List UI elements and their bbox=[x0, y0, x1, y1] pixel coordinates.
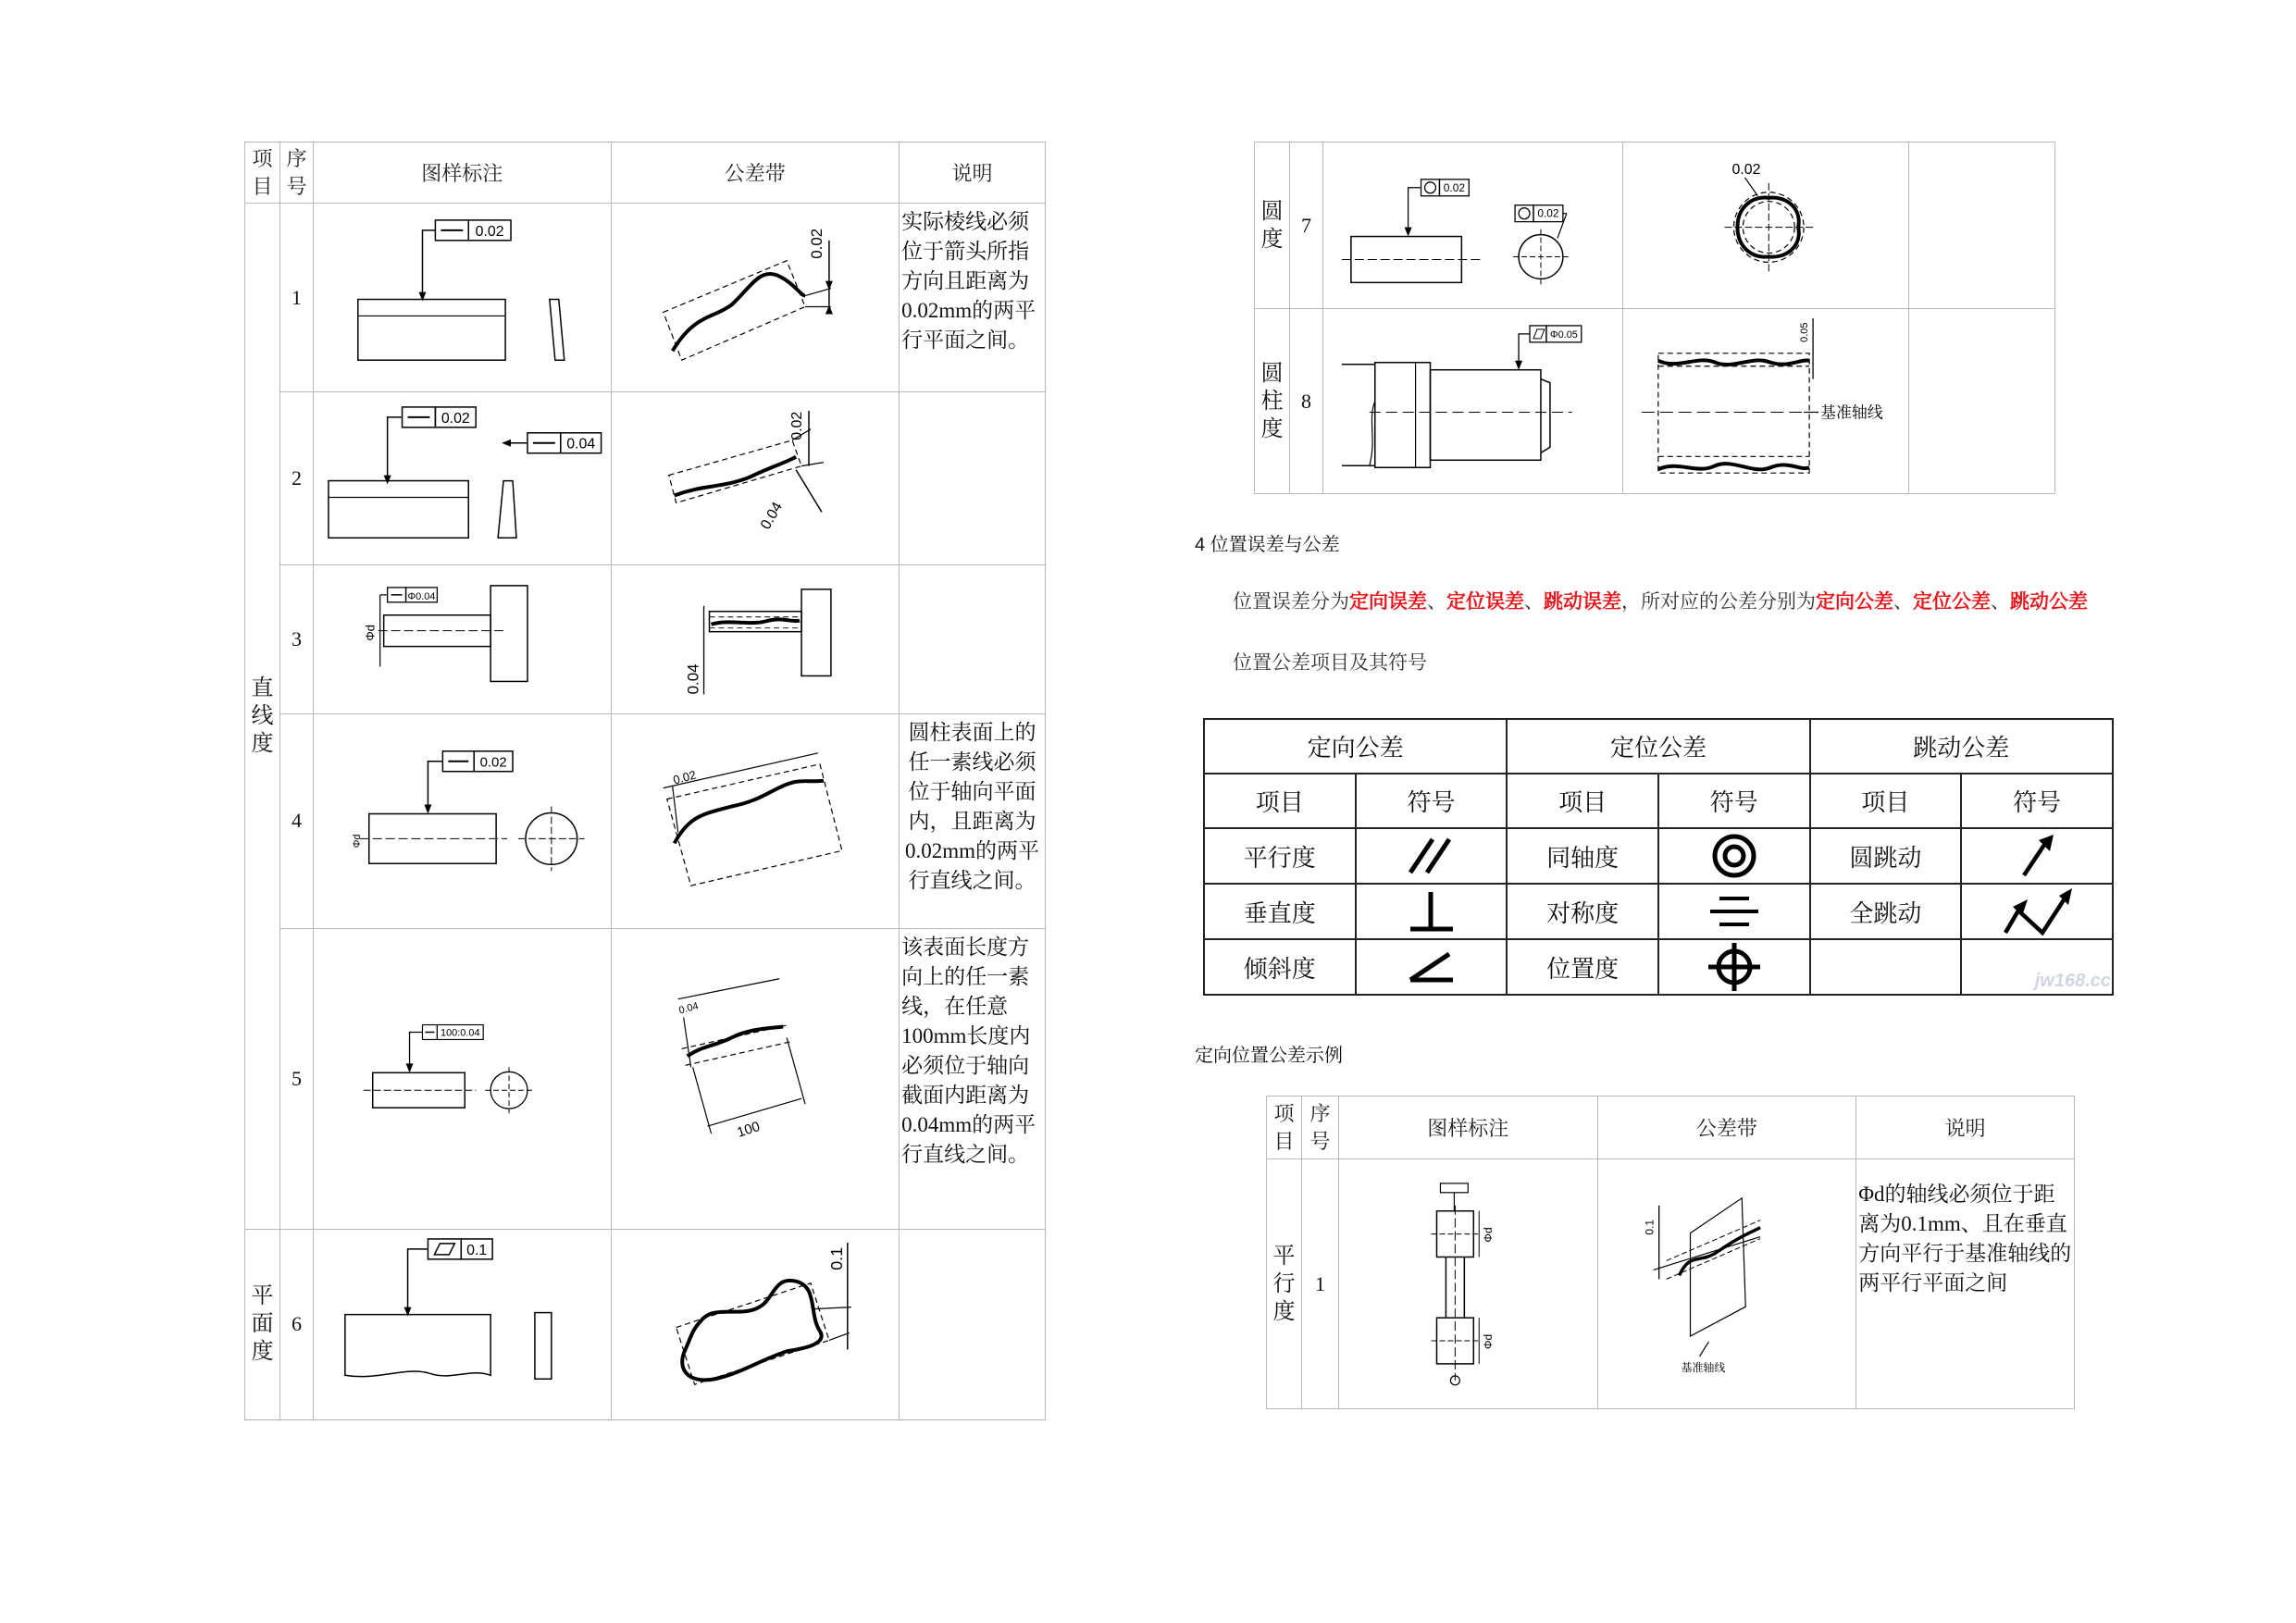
item-total-runout: 全跳动 bbox=[1810, 884, 1962, 939]
svg-text:0.02: 0.02 bbox=[1537, 206, 1559, 220]
symbols-caption: 位置公差项目及其符号 bbox=[1233, 651, 1427, 674]
zone-figure-1 bbox=[611, 204, 900, 392]
separator: 、 bbox=[1524, 590, 1544, 613]
table-row bbox=[245, 565, 1046, 713]
circular-runout-icon bbox=[1961, 828, 2113, 884]
col-symbol: 符号 bbox=[1961, 774, 2113, 828]
svg-text:0.1: 0.1 bbox=[1643, 1220, 1657, 1235]
drawing-figure-5 bbox=[313, 928, 611, 1229]
row-description: 实际棱线必须位于箭头所指方向且距离为0.02mm的两平行平面之间。 bbox=[900, 204, 1046, 392]
orientation-error: 定向误差 bbox=[1349, 591, 1427, 613]
group-label-straightness: 直线度 bbox=[245, 204, 280, 1230]
straightness-flatness-table bbox=[244, 142, 1046, 1420]
group-orientation: 定向公差 bbox=[1204, 719, 1507, 774]
row-description: 该表面长度方向上的任一素线，在任意100mm长度内必须位于轴向截面内距离为0.04mm的两平行直线之间。 bbox=[900, 928, 1046, 1229]
drawing-figure-3 bbox=[313, 565, 611, 713]
svg-text:0.1: 0.1 bbox=[466, 1242, 488, 1258]
table-row bbox=[245, 928, 1046, 1229]
svg-text:100:0.04: 100:0.04 bbox=[440, 1027, 480, 1039]
row-description: 圆柱表面上的任一素线必须位于轴向平面内，且距离为 0.02mm的两平行直线之间。 bbox=[900, 713, 1046, 928]
row-description-empty bbox=[1909, 142, 2055, 309]
row-number: 4 bbox=[279, 713, 313, 928]
item-empty bbox=[1810, 939, 1962, 995]
svg-text:Φ0.04: Φ0.04 bbox=[407, 591, 436, 603]
table-row bbox=[245, 713, 1046, 928]
item-roundness: 圆度 bbox=[1255, 142, 1290, 309]
header-desc: 说明 bbox=[900, 142, 1046, 204]
watermark: jw168.cc bbox=[2034, 971, 2111, 991]
drawing-figure-2 bbox=[313, 392, 611, 565]
item-perpendicularity: 垂直度 bbox=[1204, 884, 1356, 939]
item-parallelism: 平行度 bbox=[1267, 1159, 1302, 1409]
svg-text:0.02: 0.02 bbox=[441, 410, 470, 427]
zone-figure-8 bbox=[1622, 309, 1909, 494]
table-row bbox=[245, 204, 1046, 392]
svg-text:Φd: Φd bbox=[351, 834, 363, 848]
separator: 、 bbox=[1427, 590, 1446, 613]
separator: 、 bbox=[1991, 590, 2010, 613]
header-desc: 说明 bbox=[1856, 1096, 2075, 1159]
example-heading: 定向位置公差示例 bbox=[1195, 1046, 1343, 1066]
row-number: 2 bbox=[279, 392, 313, 565]
header-seq: 序号 bbox=[279, 142, 313, 204]
row-number: 6 bbox=[279, 1229, 313, 1419]
group-location: 定位公差 bbox=[1507, 719, 1809, 774]
svg-text:0.02: 0.02 bbox=[788, 411, 805, 440]
zone-figure-example bbox=[1597, 1159, 1856, 1409]
item-position: 位置度 bbox=[1507, 939, 1658, 995]
example-table bbox=[1266, 1096, 2075, 1409]
separator: 、 bbox=[1893, 590, 1913, 613]
svg-text:Φd: Φd bbox=[363, 625, 378, 641]
svg-text:0.02: 0.02 bbox=[479, 754, 507, 771]
zone-figure-7 bbox=[1622, 142, 1909, 309]
header-drawing: 图样标注 bbox=[313, 142, 611, 204]
svg-text:基准轴线: 基准轴线 bbox=[1819, 403, 1883, 422]
svg-text:0.02: 0.02 bbox=[1443, 180, 1465, 194]
coaxiality-icon bbox=[1658, 828, 1810, 884]
group-label-flatness: 平面度 bbox=[245, 1229, 280, 1419]
header-zone: 公差带 bbox=[611, 142, 900, 204]
table-row bbox=[245, 1229, 1046, 1419]
drawing-figure-7 bbox=[1322, 142, 1622, 309]
col-symbol: 符号 bbox=[1356, 774, 1508, 828]
group-runout: 跳动公差 bbox=[1810, 719, 2113, 774]
perpendicularity-icon bbox=[1356, 884, 1508, 939]
para-mid: ，所对应的公差分别为 bbox=[1621, 590, 1816, 613]
row-description bbox=[900, 392, 1046, 565]
runout-error: 跳动误差 bbox=[1544, 591, 1621, 613]
row-number: 3 bbox=[279, 565, 313, 713]
location-error: 定位误差 bbox=[1446, 591, 1524, 613]
row-description: Φd的轴线必须位于距离为0.1mm、且在垂直方向平行于基准轴线的两平行平面之间 bbox=[1856, 1159, 2075, 1409]
zone-figure-2 bbox=[611, 392, 900, 565]
total-runout-icon bbox=[1961, 884, 2113, 939]
table-row bbox=[245, 392, 1046, 565]
drawing-figure-6 bbox=[313, 1229, 611, 1419]
position-tolerance-symbol-table bbox=[1203, 718, 2114, 996]
roundness-cylindricity-table bbox=[1254, 142, 2055, 494]
col-symbol: 符号 bbox=[1658, 774, 1810, 828]
svg-text:0.04: 0.04 bbox=[566, 436, 596, 452]
table-row bbox=[1267, 1159, 2075, 1409]
row-number: 8 bbox=[1289, 309, 1322, 494]
zone-figure-3 bbox=[611, 565, 900, 713]
header-zone: 公差带 bbox=[1597, 1096, 1856, 1159]
col-item: 项目 bbox=[1204, 774, 1356, 828]
row-number: 5 bbox=[279, 928, 313, 1229]
orientation-tolerance: 定向公差 bbox=[1816, 591, 1893, 613]
item-symmetry: 对称度 bbox=[1507, 884, 1658, 939]
row-number: 1 bbox=[279, 204, 313, 392]
para-prefix: 位置误差分为 bbox=[1233, 590, 1349, 613]
svg-text:0.1: 0.1 bbox=[826, 1246, 846, 1270]
header-drawing: 图样标注 bbox=[1338, 1096, 1597, 1159]
drawing-figure-1 bbox=[313, 204, 611, 392]
drawing-figure-4 bbox=[313, 713, 611, 928]
zone-figure-5 bbox=[611, 928, 900, 1229]
table-row bbox=[1204, 828, 2113, 884]
table-row bbox=[1204, 884, 2113, 939]
row-number: 7 bbox=[1289, 142, 1322, 309]
item-coaxiality: 同轴度 bbox=[1507, 828, 1658, 884]
section-paragraph bbox=[1233, 587, 2088, 614]
angularity-icon bbox=[1356, 939, 1508, 995]
zone-value: 0.02 bbox=[807, 228, 825, 259]
watermark-cell bbox=[1961, 939, 2113, 995]
row-description bbox=[900, 1229, 1046, 1419]
zone-figure-4 bbox=[611, 713, 900, 928]
header-item: 项目 bbox=[245, 142, 280, 204]
row-number: 1 bbox=[1301, 1159, 1338, 1409]
svg-text:0.02: 0.02 bbox=[1731, 161, 1760, 178]
runout-tolerance: 跳动公差 bbox=[2010, 591, 2088, 613]
drawing-figure-example bbox=[1338, 1159, 1597, 1409]
row-description bbox=[900, 565, 1046, 713]
svg-text:Φ0.05: Φ0.05 bbox=[1549, 329, 1578, 341]
frame-value: 0.02 bbox=[475, 223, 504, 240]
position-icon bbox=[1658, 939, 1810, 995]
svg-text:0.04: 0.04 bbox=[676, 1000, 700, 1017]
symmetry-icon bbox=[1658, 884, 1810, 939]
item-angularity: 倾斜度 bbox=[1204, 939, 1356, 995]
col-item: 项目 bbox=[1507, 774, 1658, 828]
header-item: 项目 bbox=[1267, 1096, 1302, 1159]
svg-text:0.05: 0.05 bbox=[1798, 322, 1810, 343]
col-item: 项目 bbox=[1810, 774, 1962, 828]
svg-text:基准轴线: 基准轴线 bbox=[1681, 1361, 1725, 1375]
item-cylindricity: 圆柱度 bbox=[1255, 309, 1290, 494]
drawing-figure-8 bbox=[1322, 309, 1622, 494]
section-heading: 4 位置误差与公差 bbox=[1195, 535, 1340, 555]
zone-figure-6 bbox=[611, 1229, 900, 1419]
svg-text:Φd: Φd bbox=[1482, 1227, 1496, 1243]
item-parallelism: 平行度 bbox=[1204, 828, 1356, 884]
row-description-empty bbox=[1909, 309, 2055, 494]
table-row bbox=[1255, 142, 2055, 309]
table-row bbox=[1255, 309, 2055, 494]
location-tolerance: 定位公差 bbox=[1913, 591, 1991, 613]
table-row bbox=[1204, 939, 2113, 995]
header-seq: 序号 bbox=[1301, 1096, 1338, 1159]
svg-text:0.04: 0.04 bbox=[757, 500, 786, 533]
svg-text:100: 100 bbox=[734, 1118, 762, 1141]
svg-text:0.04: 0.04 bbox=[684, 663, 702, 695]
svg-text:0.02: 0.02 bbox=[671, 767, 698, 787]
parallelism-icon bbox=[1356, 828, 1508, 884]
item-circular-runout: 圆跳动 bbox=[1810, 828, 1962, 884]
svg-text:Φd: Φd bbox=[1482, 1333, 1496, 1350]
